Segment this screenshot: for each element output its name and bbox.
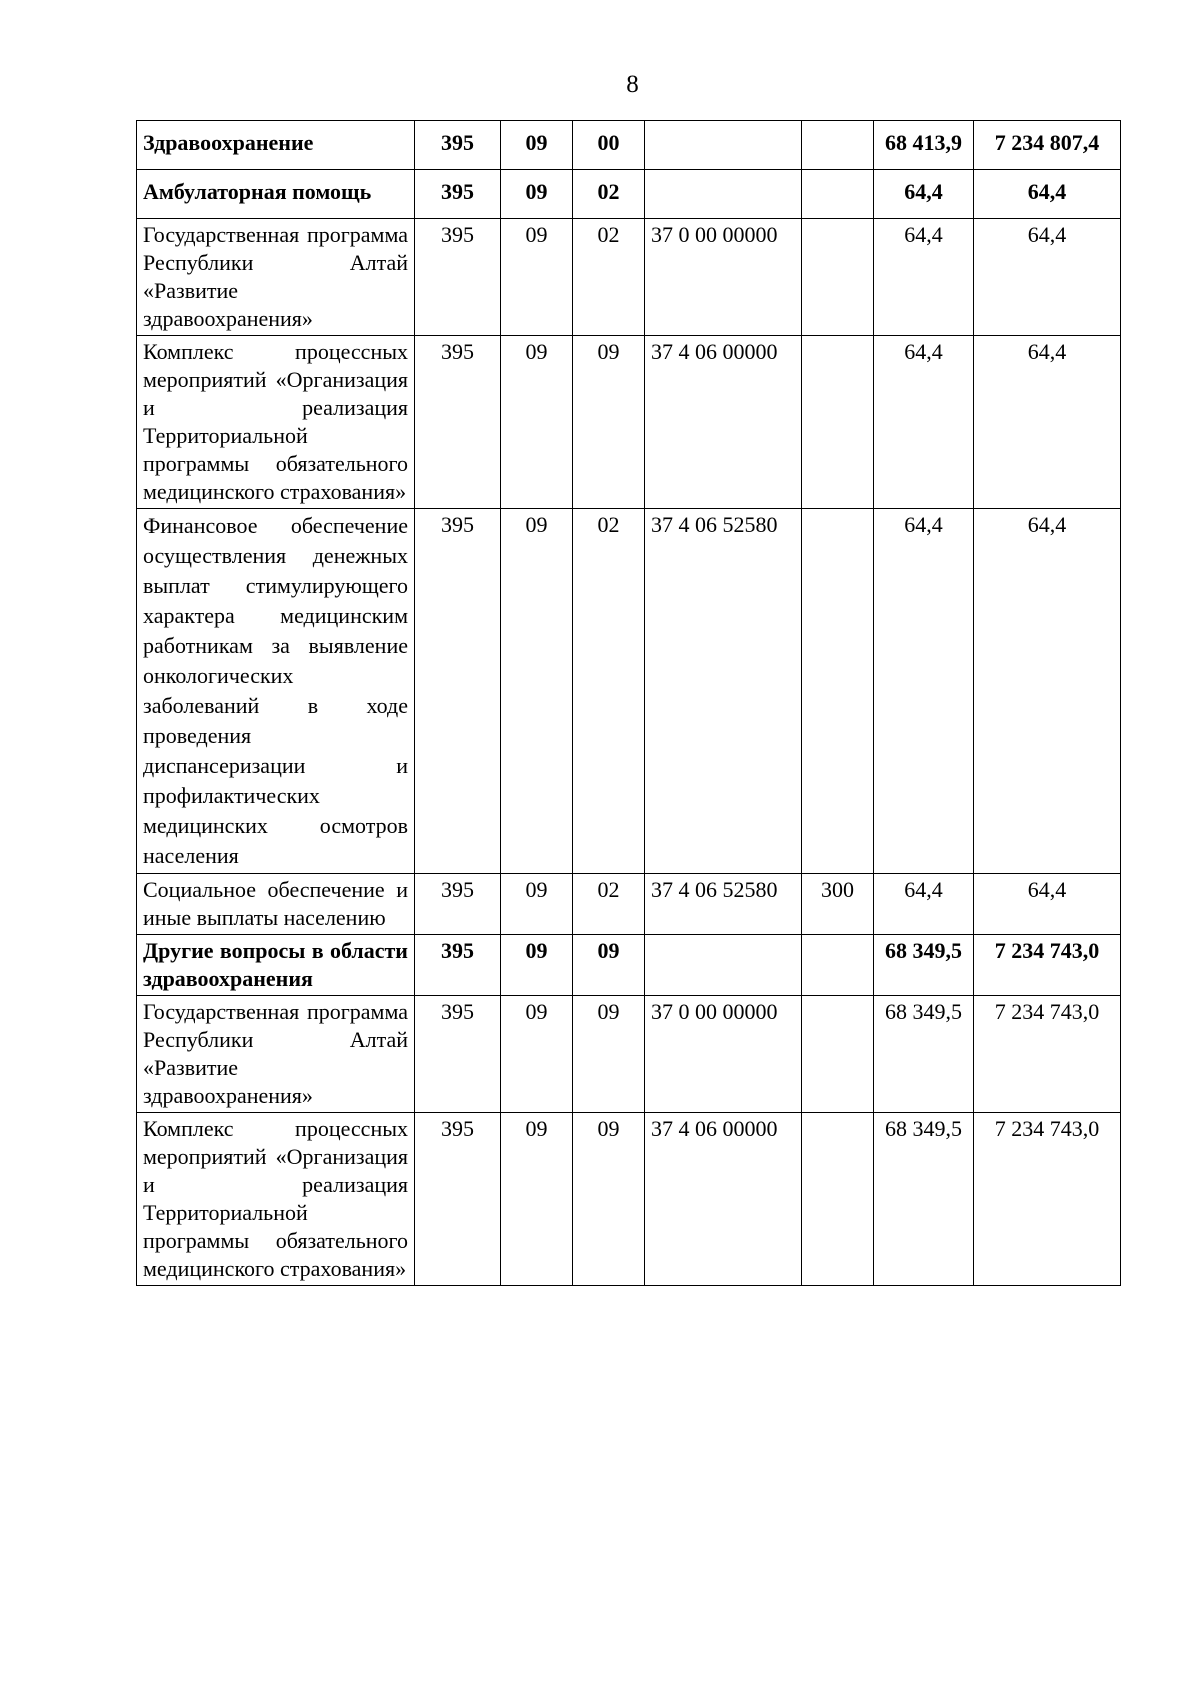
table-row	[137, 219, 1121, 336]
row-name: Государственная программа Республики Алтай «Развитие здравоохранения»	[137, 219, 415, 336]
sum-second-cell: 64,4	[974, 874, 1121, 935]
subsection-cell: 02	[573, 170, 645, 219]
sum-first-cell: 64,4	[874, 874, 974, 935]
section-cell: 09	[501, 935, 573, 996]
sum-second-cell: 64,4	[974, 219, 1121, 336]
subsection-cell: 09	[573, 935, 645, 996]
target-article-cell: 37 4 06 00000	[645, 1113, 802, 1286]
grbs-cell: 395	[415, 336, 501, 509]
row-name: Финансовое обеспечение осуществления денежных выплат стимулирующего характера медицинским работникам за выявление онкологических заболеваний в ходе проведения диспансеризации и профилактических медицинских осмотров населения	[137, 509, 415, 874]
row-name: Здравоохранение	[137, 121, 415, 170]
section-cell: 09	[501, 121, 573, 170]
sum-first-cell: 68 349,5	[874, 996, 974, 1113]
row-name: Амбулаторная помощь	[137, 170, 415, 219]
target-article-cell	[645, 935, 802, 996]
sum-first-cell: 68 349,5	[874, 1113, 974, 1286]
sum-second-cell: 64,4	[974, 336, 1121, 509]
table-row	[137, 874, 1121, 935]
subsection-cell: 09	[573, 996, 645, 1113]
target-article-cell: 37 0 00 00000	[645, 996, 802, 1113]
row-name: Комплекс процессных мероприятий «Организация и реализация Территориальной программы обязательного медицинского страхования»	[137, 1113, 415, 1286]
target-article-cell: 37 0 00 00000	[645, 219, 802, 336]
sum-first-cell: 64,4	[874, 509, 974, 874]
sum-second-cell: 7 234 743,0	[974, 935, 1121, 996]
grbs-cell: 395	[415, 996, 501, 1113]
section-cell: 09	[501, 170, 573, 219]
subsection-cell: 09	[573, 336, 645, 509]
subsection-cell: 02	[573, 219, 645, 336]
expense-type-cell	[802, 336, 874, 509]
table-row	[137, 170, 1121, 219]
grbs-cell: 395	[415, 509, 501, 874]
row-name: Социальное обеспечение и иные выплаты населению	[137, 874, 415, 935]
section-cell: 09	[501, 874, 573, 935]
budget-table	[136, 120, 1121, 1286]
expense-type-cell: 300	[802, 874, 874, 935]
expense-type-cell	[802, 170, 874, 219]
table-row	[137, 509, 1121, 874]
section-cell: 09	[501, 219, 573, 336]
expense-type-cell	[802, 509, 874, 874]
sum-second-cell: 64,4	[974, 509, 1121, 874]
table-row	[137, 1113, 1121, 1286]
sum-second-cell: 7 234 807,4	[974, 121, 1121, 170]
expense-type-cell	[802, 121, 874, 170]
table-row	[137, 336, 1121, 509]
target-article-cell	[645, 170, 802, 219]
grbs-cell: 395	[415, 121, 501, 170]
grbs-cell: 395	[415, 935, 501, 996]
grbs-cell: 395	[415, 219, 501, 336]
sum-first-cell: 68 349,5	[874, 935, 974, 996]
sum-second-cell: 7 234 743,0	[974, 1113, 1121, 1286]
sum-second-cell: 7 234 743,0	[974, 996, 1121, 1113]
subsection-cell: 02	[573, 874, 645, 935]
subsection-cell: 00	[573, 121, 645, 170]
target-article-cell: 37 4 06 52580	[645, 509, 802, 874]
section-cell: 09	[501, 1113, 573, 1286]
sum-first-cell: 64,4	[874, 336, 974, 509]
subsection-cell: 09	[573, 1113, 645, 1286]
sum-first-cell: 68 413,9	[874, 121, 974, 170]
section-cell: 09	[501, 336, 573, 509]
grbs-cell: 395	[415, 170, 501, 219]
sum-first-cell: 64,4	[874, 170, 974, 219]
target-article-cell	[645, 121, 802, 170]
table-row	[137, 996, 1121, 1113]
table-row	[137, 121, 1121, 170]
expense-type-cell	[802, 1113, 874, 1286]
expense-type-cell	[802, 996, 874, 1113]
row-name: Другие вопросы в области здравоохранения	[137, 935, 415, 996]
target-article-cell: 37 4 06 52580	[645, 874, 802, 935]
grbs-cell: 395	[415, 874, 501, 935]
target-article-cell: 37 4 06 00000	[645, 336, 802, 509]
subsection-cell: 02	[573, 509, 645, 874]
section-cell: 09	[501, 996, 573, 1113]
sum-second-cell: 64,4	[974, 170, 1121, 219]
expense-type-cell	[802, 219, 874, 336]
row-name: Комплекс процессных мероприятий «Организация и реализация Территориальной программы обязательного медицинского страхования»	[137, 336, 415, 509]
expense-type-cell	[802, 935, 874, 996]
grbs-cell: 395	[415, 1113, 501, 1286]
sum-first-cell: 64,4	[874, 219, 974, 336]
table-row	[137, 935, 1121, 996]
section-cell: 09	[501, 509, 573, 874]
page-number: 8	[626, 71, 639, 98]
row-name: Государственная программа Республики Алтай «Развитие здравоохранения»	[137, 996, 415, 1113]
